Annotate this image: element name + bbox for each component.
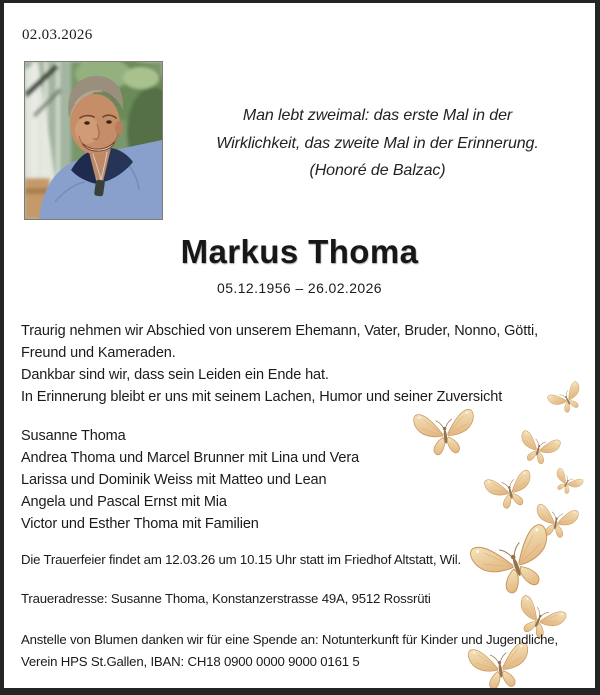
portrait-photo (24, 61, 163, 220)
life-dates: 05.12.1956 – 26.02.2026 (217, 280, 382, 296)
publication-date: 02.03.2026 (22, 27, 93, 43)
mourner-line: Angela und Pascal Ernst mit Mia (21, 494, 227, 510)
quote-line: Man lebt zweimal: das erste Mal in der (242, 107, 513, 124)
mourner-line: Victor und Esther Thoma mit Familien (21, 516, 259, 532)
portrait-illustration (25, 62, 162, 219)
obituary-line: Traurig nehmen wir Abschied von unserem Ehemann, Vater, Bruder, Nonno, Götti, (21, 323, 539, 339)
deceased-name: Markus Thoma (180, 233, 419, 270)
quote-line: (Honoré de Balzac) (309, 162, 446, 179)
mourner-line: Andrea Thoma und Marcel Brunner mit Lina und Vera (21, 450, 360, 466)
obituary-line: Freund und Kameraden. (21, 345, 176, 361)
mourners-list (21, 425, 481, 535)
mourner-line: Susanne Thoma (21, 428, 126, 444)
donation-info (21, 629, 558, 673)
mourner-line: Larissa und Dominik Weiss mit Matteo und Lean (21, 472, 327, 488)
mourning-address: Traueradresse: Susanne Thoma, Konstanzerstrasse 49A, 9512 Rossrüti (21, 591, 431, 606)
obituary-line: In Erinnerung bleibt er uns mit seinem Lachen, Humor und seiner Zuversicht (21, 389, 503, 405)
quote-line: Wirklichkeit, das zweite Mal in der Erinnerung. (216, 134, 539, 152)
obituary-text (21, 320, 581, 408)
donation-line: Verein HPS St.Gallen, IBAN: CH18 0900 0000 9000 0161 5 (21, 654, 360, 669)
memorial-quote (159, 102, 596, 185)
obituary-line: Dankbar sind wir, dass sein Leiden ein Ende hat. (21, 367, 329, 383)
donation-line: Anstelle von Blumen danken wir für eine Spende an: Notunterkunft für Kinder und Jugendliche, (21, 632, 558, 647)
funeral-info: Die Trauerfeier findet am 12.03.26 um 10.15 Uhr statt im Friedhof Altstatt, Wil. (21, 552, 462, 567)
